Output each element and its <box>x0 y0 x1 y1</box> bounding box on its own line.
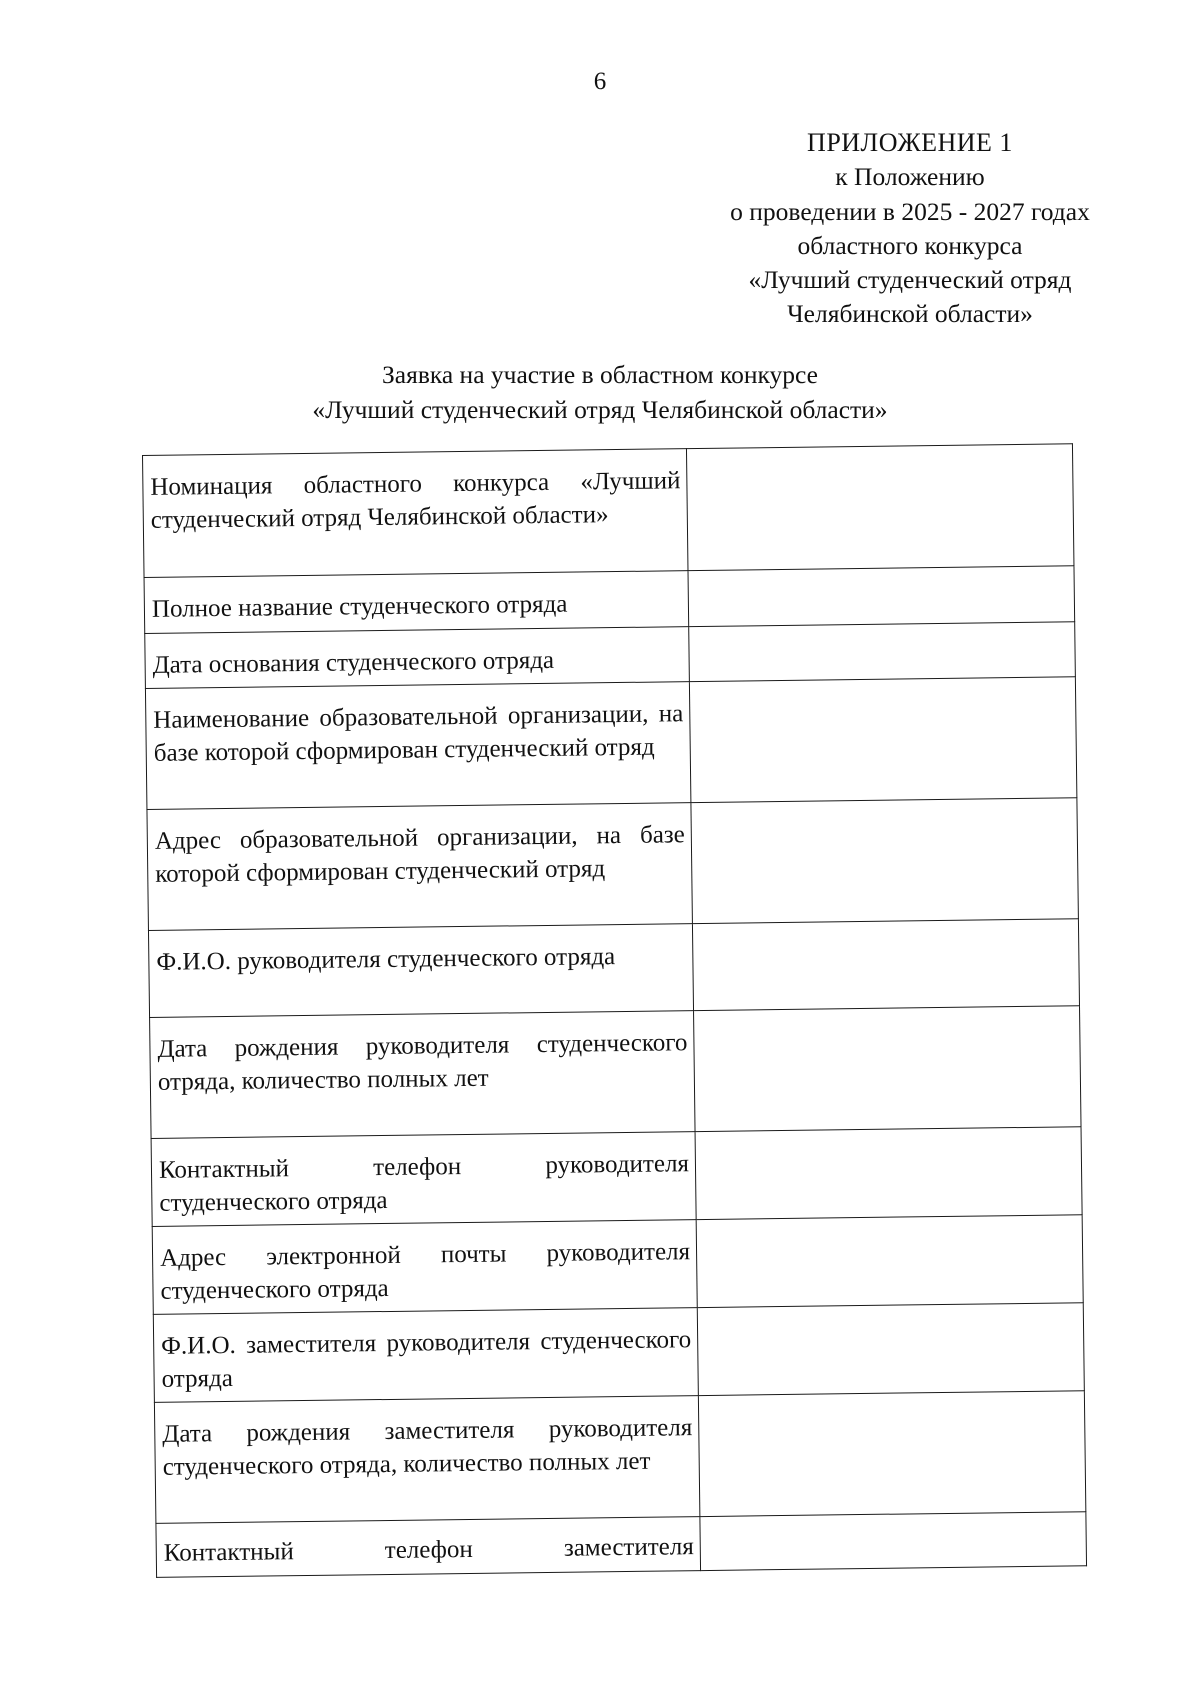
field-value[interactable] <box>686 444 1074 571</box>
appendix-heading: ПРИЛОЖЕНИЕ 1 <box>807 128 1013 157</box>
table-row <box>147 798 1078 931</box>
field-value[interactable] <box>698 1391 1085 1517</box>
table-row <box>154 1391 1085 1524</box>
appendix-block <box>680 126 1140 332</box>
request-title <box>240 357 960 427</box>
field-value[interactable] <box>697 1303 1084 1396</box>
field-label: Дата основания студенческого отряда <box>145 626 690 688</box>
field-value[interactable] <box>689 677 1076 803</box>
appendix-line: «Лучший студенческий отряд <box>748 265 1072 295</box>
table-row <box>156 1512 1087 1577</box>
table-row <box>148 919 1079 1018</box>
table-row <box>152 1215 1083 1315</box>
application-form-table <box>142 443 1087 1577</box>
field-label: Ф.И.О. заместителя руководителя студенческого отряда <box>153 1308 698 1403</box>
field-label: Дата рождения заместителя руководителя студенческого отряда, количество полных лет <box>154 1396 699 1524</box>
appendix-line: к Положению <box>835 162 985 192</box>
table-row <box>153 1303 1084 1403</box>
appendix-line: областного конкурса <box>797 230 1023 260</box>
field-value[interactable] <box>691 798 1078 924</box>
appendix-line: Челябинской области» <box>787 299 1033 329</box>
field-label: Контактный телефон руководителя студенческого отряда <box>151 1132 696 1227</box>
field-value[interactable] <box>689 621 1076 681</box>
field-label: Полное название студенческого отряда <box>144 571 689 633</box>
field-label: Адрес образовательной организации, на базе которой сформирован студенческий отряд <box>147 803 692 931</box>
field-value[interactable] <box>694 1006 1081 1132</box>
field-label: Ф.И.О. руководителя студенческого отряда <box>148 924 693 1018</box>
field-label: Дата рождения руководителя студенческого отряда, количество полных лет <box>150 1011 695 1139</box>
field-value[interactable] <box>692 919 1079 1011</box>
field-label: Адрес электронной почты руководителя студенческого отряда <box>152 1220 697 1315</box>
page-number: 6 <box>593 68 607 95</box>
field-value[interactable] <box>688 566 1075 626</box>
request-title-line: Заявка на участие в областном конкурсе <box>382 360 818 389</box>
appendix-line: о проведении в 2025 - 2027 годах <box>730 196 1090 226</box>
table-row <box>143 444 1074 578</box>
field-value[interactable] <box>700 1512 1087 1570</box>
field-label: Контактный телефон заместителя <box>156 1517 701 1577</box>
request-title-line: «Лучший студенческий отряд Челябинской области» <box>312 395 888 424</box>
field-value[interactable] <box>695 1127 1082 1220</box>
field-label: Наименование образовательной организации, на базе которой сформирован студенческий отряд <box>145 682 690 810</box>
table-row <box>145 677 1076 810</box>
field-label: Номинация областного конкурса «Лучший студенческий отряд Челябинской области» <box>143 449 688 578</box>
table-row <box>151 1127 1082 1227</box>
table-row <box>150 1006 1081 1139</box>
field-value[interactable] <box>696 1215 1083 1308</box>
